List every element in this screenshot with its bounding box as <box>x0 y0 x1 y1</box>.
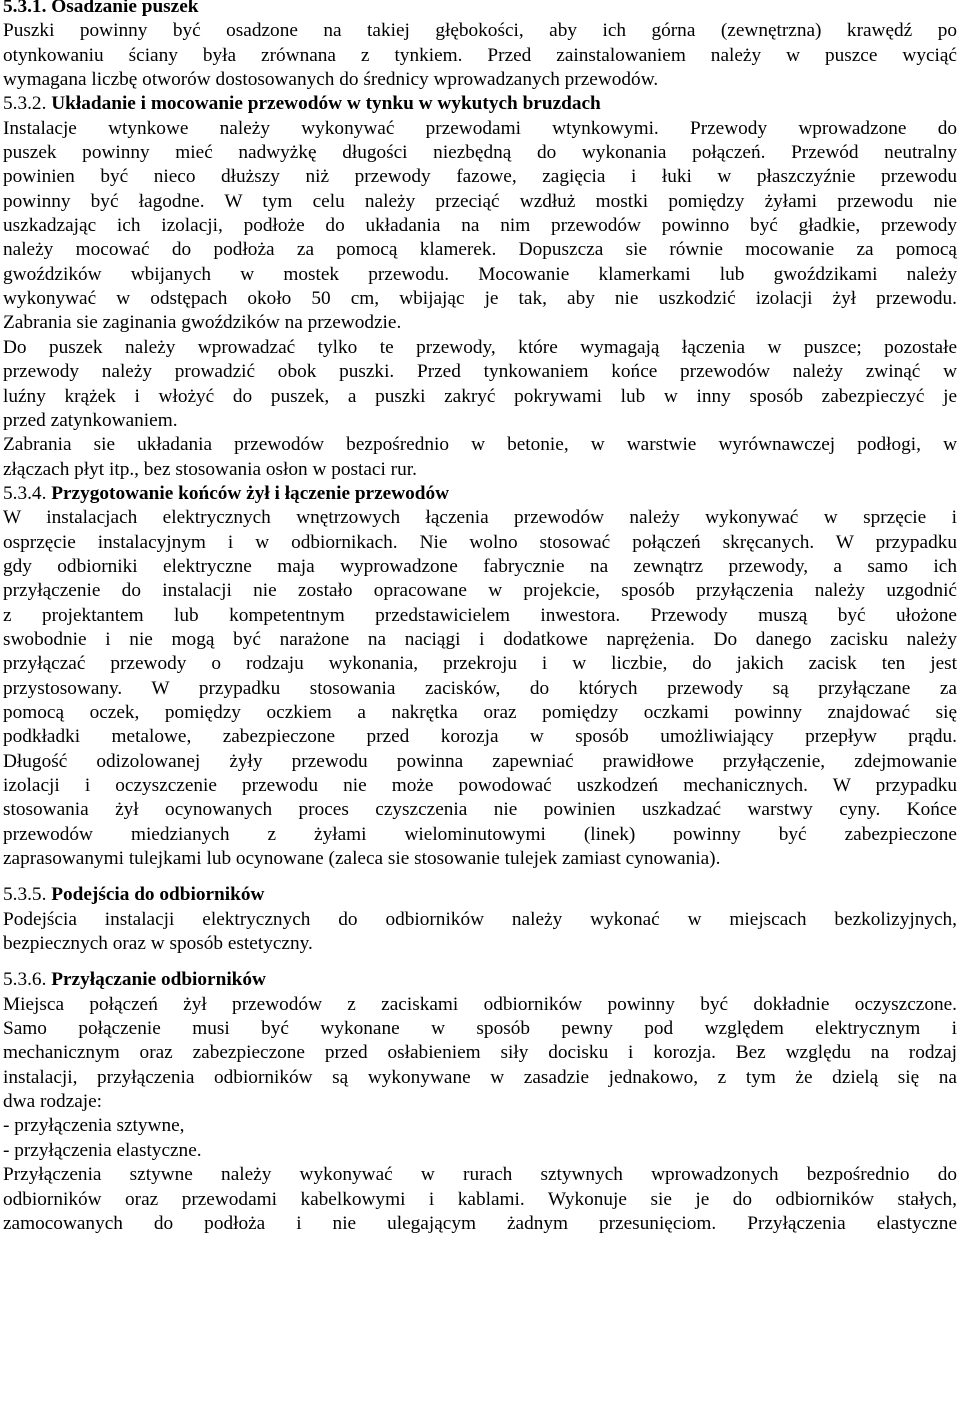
line-text: zaprasowanymi tulejkami lub ocynowane (zaleca sie stosowanie tulejek zamiast cynowania). <box>3 848 721 870</box>
line-text: powinien być nieco dłuższy niż przewody fazowe, zagięcia i łuki w płaszczyźnie przewodu <box>3 166 957 188</box>
text-line <box>3 555 957 579</box>
text-line <box>3 531 957 555</box>
text-line <box>3 774 957 798</box>
line-text: bezpiecznych oraz w sposób estetyczny. <box>3 933 313 955</box>
section-title: 5.3.1. Osadzanie puszek <box>3 0 199 17</box>
text-line <box>3 725 957 749</box>
text-line <box>3 677 957 701</box>
section-title: Układanie i mocowanie przewodów w tynku w wykutych bruzdach <box>46 93 601 115</box>
text-line <box>3 19 957 43</box>
line-text: osprzęcie instalacyjnym i w odbiornikach. Nie wolno stosować połączeń skręcanych. W przypadku <box>3 531 957 553</box>
line-text: Miejsca połączeń żył przewodów z zaciskami odbiorników powinny być dokładnie oczyszczone. <box>3 993 957 1015</box>
section-heading <box>3 92 957 116</box>
line-text: stosowania żył ocynowanych proces czyszczenia nie powinien uszkadzać warstwy cyny. Końce <box>3 799 957 821</box>
line-text: Puszki powinny być osadzone na takiej głębokości, aby ich górna (zewnętrzna) krawędź po <box>3 20 957 42</box>
line-text: powinny być łagodne. W tym celu należy przeciąć wzdłuż mostki pomiędzy żyłami przewodu nie <box>3 190 957 212</box>
line-text: wykonywać w odstępach około 50 cm, wbijając je tak, aby nie uszkodzić izolacji żył przewodu. <box>3 288 957 310</box>
text-line <box>3 506 957 530</box>
line-text: przewodów miedzianych z żyłami wielominutowymi (linek) powinny być zabezpieczone <box>3 823 957 845</box>
line-text: Długość odizolowanej żyły przewodu powinna zapewniać prawidłowe przyłączenie, zdejmowanie <box>3 750 957 772</box>
section-title: Podejścia do odbiorników <box>46 884 265 906</box>
text-line <box>3 1090 957 1114</box>
text-line <box>3 701 957 725</box>
section-title: Przygotowanie końców żył i łączenie przewodów <box>46 482 450 504</box>
section-heading <box>3 0 957 19</box>
text-line <box>3 68 957 92</box>
section-number: 5.3.4. <box>3 482 47 504</box>
text-line <box>3 847 957 871</box>
text-line <box>3 652 957 676</box>
line-text: Zabrania sie zaginania gwoździków na przewodzie. <box>3 312 402 334</box>
text-line <box>3 214 957 238</box>
text-line <box>3 1212 957 1236</box>
text-line <box>3 1066 957 1090</box>
section-number: 5.3.2. <box>3 93 47 115</box>
text-line <box>3 433 957 457</box>
text-line <box>3 336 957 360</box>
line-text: puszek powinny mieć nadwyżkę długości niezbędną do wykonania połączeń. Przewód neutralny <box>3 142 957 164</box>
text-line <box>3 287 957 311</box>
line-text: z projektantem lub kompetentnym przedstawicielem inwestora. Przewody muszą być ułożone <box>3 604 957 626</box>
text-line <box>3 932 957 956</box>
line-text: Do puszek należy wprowadzać tylko te przewody, które wymagają łączenia w puszce; pozostałe <box>3 336 957 358</box>
section-heading <box>3 968 957 992</box>
section-number: 5.3.5. <box>3 884 47 906</box>
line-text: swobodnie i nie mogą być narażone na naciągi i dodatkowe naprężenia. Do danego zacisku należy <box>3 628 957 650</box>
line-text: zamocowanych do podłoża i nie ulegającym żadnym przesunięciom. Przyłączenia elastyczne <box>3 1212 957 1234</box>
text-line <box>3 798 957 822</box>
line-text: wymagana liczbę otworów dostosowanych do średnicy wprowadzanych przewodów. <box>3 69 659 91</box>
text-line <box>3 1188 957 1212</box>
line-text: Instalacje wtynkowe należy wykonywać przewodami wtynkowymi. Przewody wprowadzone do <box>3 117 957 139</box>
text-line <box>3 238 957 262</box>
line-text: należy mocować do podłoża za pomocą klamerek. Dopuszcza sie równie mocowanie za pomocą <box>3 239 957 261</box>
line-text: pomocą oczek, pomiędzy oczkiem a nakrętka oraz pomiędzy oczkami powinny znajdować się <box>3 701 957 723</box>
line-text: przewody należy prowadzić obok puszki. Przed tynkowaniem końce przewodów należy zwinąć w <box>3 361 957 383</box>
line-text: - przyłączenia sztywne, <box>3 1115 185 1137</box>
text-line <box>3 458 957 482</box>
line-text: mechanicznym oraz zabezpieczone przed osłabieniem siły docisku i korozja. Bez względu na rodzaj <box>3 1042 957 1064</box>
text-line <box>3 409 957 433</box>
line-text: przystosowany. W przypadku stosowania zacisków, do których przewody są przyłączane za <box>3 677 957 699</box>
text-line <box>3 263 957 287</box>
text-line <box>3 1017 957 1041</box>
text-line <box>3 117 957 141</box>
text-line <box>3 604 957 628</box>
text-line <box>3 628 957 652</box>
line-text: Przyłączenia sztywne należy wykonywać w rurach sztywnych wprowadzonych bezpośrednio do <box>3 1164 957 1186</box>
text-line <box>3 823 957 847</box>
section-heading <box>3 482 957 506</box>
section-heading <box>3 883 957 907</box>
text-line <box>3 385 957 409</box>
line-text: przed zatynkowaniem. <box>3 409 178 431</box>
line-text: instalacji, przyłączenia odbiorników są wykonywane w zasadzie jednakowo, z tym że dzielą się na <box>3 1066 957 1088</box>
line-text: dwa rodzaje: <box>3 1091 103 1113</box>
line-text: gwoździków wbijanych w mostek przewodu. Mocowanie klamerkami lub gwoździkami należy <box>3 263 957 285</box>
text-line <box>3 750 957 774</box>
line-text: gdy odbiorniki elektryczne maja wyprowadzone fabrycznie na zewnątrz przewody, a samo ich <box>3 555 957 577</box>
line-text: Podejścia instalacji elektrycznych do odbiorników należy wykonać w miejscach bezkolizyjnych, <box>3 908 957 930</box>
line-text: izolacji i oczyszczenie przewodu nie może powodować uszkodzeń mechanicznych. W przypadku <box>3 775 957 796</box>
text-line <box>3 141 957 165</box>
text-line <box>3 1163 957 1187</box>
text-line <box>3 44 957 68</box>
line-text: przyłączać przewody o rodzaju wykonania, przekroju i w liczbie, do jakich zacisk ten jest <box>3 653 957 675</box>
text-line <box>3 360 957 384</box>
line-text: otynkowaniu ściany była zrównana z tynkiem. Przed zainstalowaniem należy w puszce wyciąć <box>3 44 957 66</box>
text-line <box>3 165 957 189</box>
text-line <box>3 311 957 335</box>
line-text: W instalacjach elektrycznych wnętrzowych łączenia przewodów należy wykonywać w sprzęcie i <box>3 507 957 529</box>
text-line <box>3 579 957 603</box>
line-text: odbiorników oraz przewodami kabelkowymi i kablami. Wykonuje sie je do odbiorników stałych, <box>3 1188 957 1210</box>
line-text: podkładki metalowe, zabezpieczone przed korozja w sposób umożliwiający przepływ prądu. <box>3 726 957 748</box>
text-line <box>3 908 957 932</box>
line-text: - przyłączenia elastyczne. <box>3 1139 202 1161</box>
line-text: przyłączenie do instalacji nie zostało opracowane w projekcie, sposób przyłączenia należy uzgodnić <box>3 580 957 602</box>
document-page <box>3 0 957 1236</box>
text-line <box>3 1041 957 1065</box>
text-line <box>3 1114 957 1138</box>
text-line <box>3 993 957 1017</box>
section-number: 5.3.6. <box>3 969 47 991</box>
line-text: luźny krążek i włożyć do puszek, a puszki zakryć pokrywami lub w inny sposób zabezpieczyć je <box>3 385 957 407</box>
line-text: Samo połączenie musi być wykonane w sposób pewny pod względem elektrycznym i <box>3 1018 957 1040</box>
text-line <box>3 1139 957 1163</box>
line-text: Zabrania sie układania przewodów bezpośrednio w betonie, w warstwie wyrównawczej podłogi, w <box>3 434 957 456</box>
section-title: Przyłączanie odbiorników <box>46 969 266 991</box>
line-text: uszkadzając ich izolacji, podłoże do układania na nim przewodów powinno być gładkie, przewody <box>3 215 957 237</box>
text-line <box>3 190 957 214</box>
line-text: złączach płyt itp., bez stosowania osłon w postaci rur. <box>3 458 417 480</box>
